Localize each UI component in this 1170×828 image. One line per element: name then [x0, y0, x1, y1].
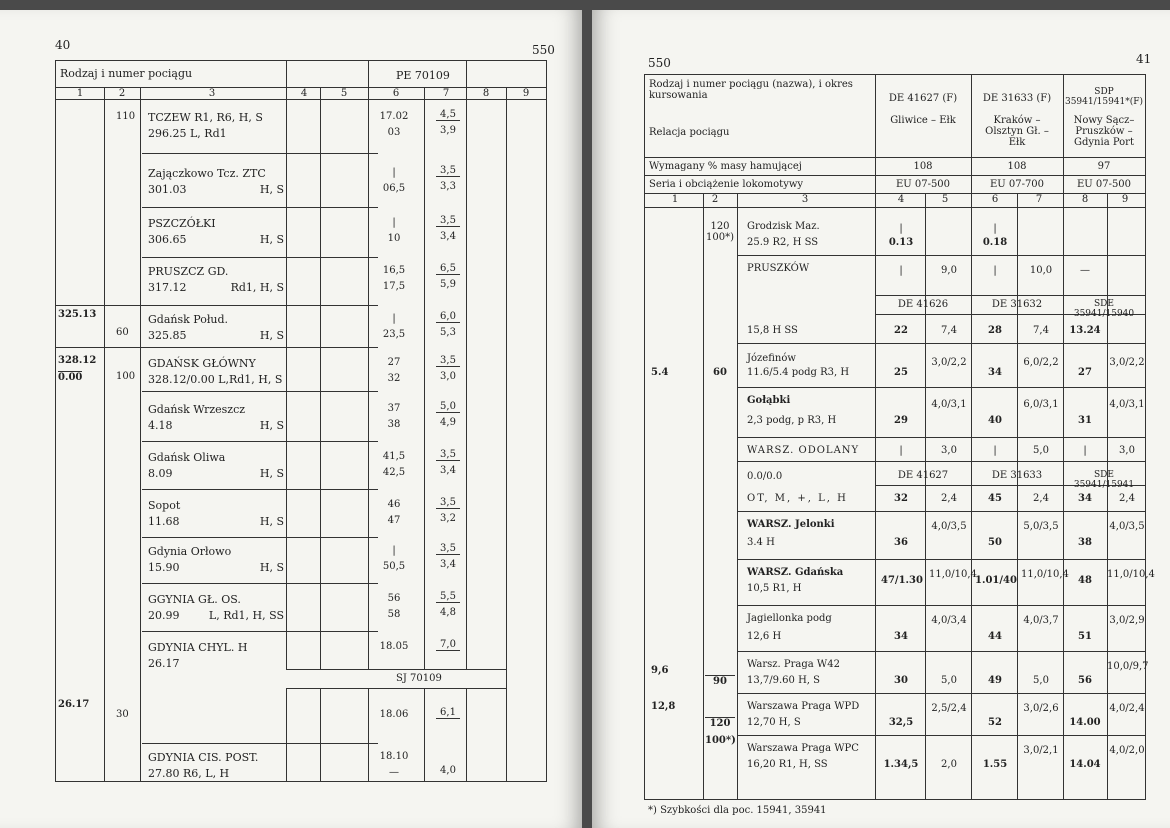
- table-row: [56, 585, 546, 633]
- speed: 120 100*): [706, 221, 734, 243]
- time-arr: |: [392, 313, 396, 324]
- cell: 5,0: [941, 675, 957, 686]
- cell: 0.13: [888, 237, 914, 248]
- cell: 28: [988, 325, 1002, 336]
- cell: 2,4: [1033, 493, 1049, 504]
- page-number: 40: [55, 38, 71, 52]
- col-5: 5: [941, 194, 949, 205]
- time-arr: 56: [387, 593, 401, 604]
- time-arr: |: [392, 167, 396, 178]
- station-name: Warszawa Praga WPC: [747, 743, 859, 754]
- station-name: WARSZ. Gdańska: [747, 567, 844, 578]
- cell: 25: [894, 367, 908, 378]
- train-1-name: DE 41627 (F): [888, 93, 958, 104]
- time-dep: 17,5: [382, 281, 406, 292]
- station-name: Warsz. Praga W42: [747, 659, 840, 670]
- table-row: [56, 491, 546, 539]
- station-km: 296.25 L, Rd1: [148, 127, 227, 140]
- time-arr: 17.02: [379, 111, 409, 122]
- col-4: 4: [897, 194, 905, 205]
- col-7: 7: [1035, 194, 1043, 205]
- station-name: Grodzisk Maz.: [747, 221, 820, 232]
- cell: 45: [988, 493, 1002, 504]
- station-km: 317.12: [148, 281, 187, 294]
- time-arr: 18.06: [379, 709, 409, 720]
- cell: 34: [894, 631, 908, 642]
- run-time: 3,5: [436, 215, 460, 227]
- cell: 4,0/3,1: [931, 399, 967, 410]
- col-9: 9: [522, 88, 530, 99]
- station-km: 10,5 R1, H: [747, 583, 802, 594]
- cell: 51: [1078, 631, 1092, 642]
- station-name: Gdynia Orłowo: [148, 545, 232, 558]
- station-name: 0.0/0.0: [747, 471, 783, 482]
- table-row: [56, 701, 546, 749]
- station-name: PRUSZCZ GD.: [148, 265, 229, 278]
- cell: |: [899, 265, 903, 276]
- time-dep: 58: [387, 609, 401, 620]
- cell: 47/1.30: [881, 575, 923, 586]
- station-flags: H, S: [259, 419, 284, 432]
- table-row: [56, 537, 546, 585]
- cell: 4,0/2,4: [1109, 703, 1145, 714]
- run-time: 3,5: [436, 543, 460, 555]
- cell: 10,0/9,7: [1107, 661, 1149, 672]
- run-time: 5,5: [436, 591, 460, 603]
- cell: 6,0/3,1: [1023, 399, 1059, 410]
- time-arr: 16,5: [382, 265, 406, 276]
- station-name: WARSZ. Jelonki: [747, 519, 835, 530]
- col-3: 3: [208, 88, 216, 99]
- col-8: 8: [482, 88, 490, 99]
- train-1-brake: 108: [913, 161, 933, 172]
- band-train: DE 31633: [991, 470, 1043, 481]
- station-km: 8.09: [148, 467, 173, 480]
- time-dep: —: [389, 767, 399, 778]
- km-mark: 9,6: [651, 665, 669, 676]
- station-km: 16,20 R1, H, SS: [747, 759, 828, 770]
- run-time: 6,5: [436, 263, 460, 275]
- cell: 38: [1078, 537, 1092, 548]
- cell: |: [899, 445, 903, 456]
- cell: 29: [894, 415, 908, 426]
- time-dep: 38: [387, 419, 401, 430]
- col-6: 6: [392, 88, 400, 99]
- cell: —: [1080, 265, 1090, 276]
- cell: 36: [894, 537, 908, 548]
- col-6: 6: [991, 194, 999, 205]
- footnote: *) Szybkości dla poc. 15941, 35941: [648, 805, 827, 816]
- speed: 100: [116, 371, 136, 382]
- time-arr: 18.05: [379, 641, 409, 652]
- time-arr: 41,5: [382, 451, 406, 462]
- cell: 4,0/2,0: [1109, 745, 1145, 756]
- station-flags: H, S: [259, 515, 284, 528]
- station-km: 12,6 H: [747, 631, 782, 642]
- cell: 44: [988, 631, 1002, 642]
- station-flags: L, Rd1, H, SS: [208, 609, 284, 622]
- brake-label: Wymagany % masy hamującej: [649, 161, 802, 172]
- station-name: GGYNIA GŁ. OS.: [148, 593, 241, 606]
- table-row: [56, 743, 546, 791]
- cell: 2,5/2,4: [931, 703, 967, 714]
- train-number: PE 70109: [396, 69, 450, 82]
- cell: 3,0: [1119, 445, 1135, 456]
- cell: 5,0: [1033, 445, 1049, 456]
- station-name: PSZCZÓŁKI: [148, 217, 216, 230]
- cell: 3,0/2,2: [1109, 357, 1145, 368]
- train-2-brake: 108: [1007, 161, 1027, 172]
- station-flags: Rd1, H, S: [230, 281, 284, 294]
- cell: 1.55: [982, 759, 1008, 770]
- table-row: [56, 257, 546, 305]
- station-flags: H, S: [259, 561, 284, 574]
- cell: 9,0: [941, 265, 957, 276]
- cell: 2,4: [1119, 493, 1135, 504]
- cell: 4,0/3,7: [1023, 615, 1059, 626]
- station-name: OT, M, +, L, H: [747, 493, 848, 504]
- run-time: 4,5: [436, 109, 460, 121]
- run-time-2: 3,4: [440, 231, 456, 242]
- col-9: 9: [1121, 194, 1129, 205]
- col-4: 4: [300, 88, 308, 99]
- run-time: 7,0: [436, 639, 460, 651]
- cell: 27: [1078, 367, 1092, 378]
- cell: 52: [988, 717, 1002, 728]
- band-train: SDE 35941/15941: [1073, 470, 1135, 490]
- km-mark: 328.12: [58, 355, 97, 366]
- station-km: 306.65: [148, 233, 187, 246]
- station-km: 27.80 R6, L, H: [148, 767, 230, 780]
- cell: 50: [988, 537, 1002, 548]
- time-arr: 18.10: [379, 751, 409, 762]
- station-name: GDYNIA CIS. POST.: [148, 751, 259, 764]
- time-dep: 03: [387, 127, 401, 138]
- station-name: Gołąbki: [747, 395, 791, 406]
- train-band: [875, 295, 1145, 319]
- run-time-2: 3,3: [440, 181, 456, 192]
- cell: 14.00: [1069, 717, 1101, 728]
- station-km: 12,70 H, S: [747, 717, 801, 728]
- cell: 3,0/2,2: [931, 357, 967, 368]
- station-km: 15.90: [148, 561, 180, 574]
- station-name: GDAŃSK GŁÓWNY: [148, 357, 256, 370]
- station-name: Józefinów: [747, 353, 796, 364]
- station-name: Gdańsk Połud.: [148, 313, 229, 326]
- cell: 7,4: [941, 325, 957, 336]
- run-time: 3,5: [436, 497, 460, 509]
- col-3: 3: [801, 194, 809, 205]
- run-time-2: 4,0: [440, 765, 456, 776]
- run-time: 3,5: [436, 449, 460, 461]
- run-time: 6,1: [436, 707, 460, 719]
- cell: 4,0/3,1: [1109, 399, 1145, 410]
- table-row: [56, 159, 546, 207]
- cell: 1.01/40: [975, 575, 1017, 586]
- cell: 4,0/3,4: [931, 615, 967, 626]
- cell: 40: [988, 415, 1002, 426]
- cell: 3,0/2,6: [1023, 703, 1059, 714]
- header-title: Rodzaj i numer pociągu: [60, 67, 193, 80]
- cell: 11,0/10,4: [929, 569, 977, 580]
- time-dep: 10: [387, 233, 401, 244]
- timetable-right: [644, 74, 1155, 800]
- cell: 2,0: [941, 759, 957, 770]
- right-page: [592, 10, 1170, 828]
- col-5: 5: [340, 88, 348, 99]
- cell: |: [993, 445, 997, 456]
- station-km: 301.03: [148, 183, 187, 196]
- band-train: DE 41626: [897, 299, 949, 310]
- cell: 10,0: [1029, 265, 1053, 276]
- band-train: SDE 35941/15940: [1073, 299, 1135, 319]
- cell: 13.24: [1069, 325, 1101, 336]
- run-time-2: 3,0: [440, 371, 456, 382]
- cell: 56: [1078, 675, 1092, 686]
- col-1: 1: [671, 194, 679, 205]
- cell: |: [993, 265, 997, 276]
- relation-label: Relacja pociągu: [649, 127, 730, 138]
- loco-label: Seria i obciążenie lokomotywy: [649, 179, 804, 190]
- train-3-brake: 97: [1097, 161, 1111, 172]
- station-name: Gdańsk Wrzeszcz: [148, 403, 246, 416]
- cell: 5,0: [1033, 675, 1049, 686]
- run-time-2: 4,9: [440, 417, 456, 428]
- station-name: Zajączkowo Tcz. ZTC: [148, 167, 266, 180]
- station-km: 11.6/5.4 podg R3, H: [747, 367, 850, 378]
- station-flags: H, S: [259, 183, 284, 196]
- cell: 22: [894, 325, 908, 336]
- sub-train-band: [286, 669, 506, 689]
- station-km: 325.85: [148, 329, 187, 342]
- table-row: [56, 305, 546, 353]
- cell: 34: [1078, 493, 1092, 504]
- cell: |: [899, 223, 903, 234]
- cell: 3,0/2,1: [1023, 745, 1059, 756]
- station-name: Warszawa Praga WPD: [747, 701, 860, 712]
- cell: 3,0: [941, 445, 957, 456]
- train-3-relation: Nowy Sącz– Pruszków – Gdynia Port: [1073, 115, 1135, 148]
- station-name: Gdańsk Oliwa: [148, 451, 226, 464]
- cell: 0.18: [982, 237, 1008, 248]
- col-2: 2: [118, 88, 126, 99]
- cell: 4,0/3,5: [1109, 521, 1145, 532]
- speed: 60: [116, 327, 129, 338]
- cell: 3,0/2,9: [1109, 615, 1145, 626]
- run-time: 5,0: [436, 401, 460, 413]
- time-arr: 46: [387, 499, 401, 510]
- station-name: 15,8 H SS: [747, 325, 798, 336]
- km-mark: 12,8: [651, 701, 676, 712]
- cell: 34: [988, 367, 1002, 378]
- train-3-loco: EU 07-500: [1076, 179, 1132, 190]
- cell: 7,4: [1033, 325, 1049, 336]
- cell: 2,4: [941, 493, 957, 504]
- speed: 90: [705, 675, 735, 687]
- station-km: 328.12/0.00 L,Rd1, H, S: [148, 373, 283, 386]
- station-km: 3.4 H: [747, 537, 775, 548]
- speed: 120: [705, 717, 735, 729]
- station-name: WARSZ. ODOLANY: [747, 445, 860, 456]
- timetable-left: [55, 60, 547, 782]
- time-arr: 37: [387, 403, 401, 414]
- station-name: GDYNIA CHYL. H: [148, 641, 248, 654]
- cell: 11,0/10,4: [1021, 569, 1069, 580]
- station-km: 4.18: [148, 419, 173, 432]
- train-2-name: DE 31633 (F): [982, 93, 1052, 104]
- station-name: PRUSZKÓW: [747, 263, 810, 274]
- cell: |: [1083, 445, 1087, 456]
- cell: 1.34,5: [883, 759, 919, 770]
- sub-train-number: SJ 70109: [396, 673, 442, 684]
- station-flags: H, S: [259, 467, 284, 480]
- train-3-name: SDP 35941/15941*(F): [1064, 87, 1144, 107]
- cell: 49: [988, 675, 1002, 686]
- cell: |: [993, 223, 997, 234]
- cell: 48: [1078, 575, 1092, 586]
- table-row: [56, 209, 546, 257]
- station-name: TCZEW R1, R6, H, S: [148, 111, 263, 124]
- station-name: Sopot: [148, 499, 181, 512]
- band-train: DE 41627: [897, 470, 949, 481]
- speed: 110: [116, 111, 136, 122]
- run-time: 6,0: [436, 311, 460, 323]
- cell: 6,0/2,2: [1023, 357, 1059, 368]
- run-time-2: 3,9: [440, 125, 456, 136]
- train-2-relation: Kraków – Olsztyn Gł. – Ełk: [985, 115, 1049, 148]
- cell: 32,5: [888, 717, 914, 728]
- col-2: 2: [711, 194, 719, 205]
- time-dep: 23,5: [382, 329, 406, 340]
- run-time-2: 3,4: [440, 465, 456, 476]
- cell: 14.04: [1069, 759, 1101, 770]
- route-number: 550: [648, 56, 671, 70]
- cell: 30: [894, 675, 908, 686]
- speed-note: 100*): [705, 735, 736, 746]
- station-km: 13,7/9.60 H, S: [747, 675, 821, 686]
- cell: 5,0/3,5: [1023, 521, 1059, 532]
- station-km: 20.99: [148, 609, 180, 622]
- col-1: 1: [76, 88, 84, 99]
- left-page: [0, 10, 582, 828]
- col-7: 7: [442, 88, 450, 99]
- run-time-2: 5,9: [440, 279, 456, 290]
- time-dep: 06,5: [382, 183, 406, 194]
- time-dep: 42,5: [382, 467, 406, 478]
- run-time-2: 3,2: [440, 513, 456, 524]
- table-row: [56, 103, 546, 151]
- station-flags: H, S: [259, 329, 284, 342]
- station-km: 26.17: [148, 657, 180, 670]
- station-name: Jagiellonka podg: [747, 613, 832, 624]
- station-km: 2,3 podg, p R3, H: [747, 415, 837, 426]
- cell: 11,0/10,4: [1107, 569, 1155, 580]
- page-number: 41: [1136, 52, 1152, 66]
- train-1-loco: EU 07-500: [895, 179, 951, 190]
- route-number: 550: [532, 43, 555, 57]
- run-time-2: 5,3: [440, 327, 456, 338]
- train-1-relation: Gliwice – Ełk: [890, 115, 956, 126]
- cell: 4,0/3,5: [931, 521, 967, 532]
- train-2-loco: EU 07-700: [989, 179, 1045, 190]
- time-dep: 50,5: [382, 561, 406, 572]
- train-band: [875, 467, 1145, 490]
- table-row: [56, 395, 546, 443]
- time-arr: 27: [387, 357, 401, 368]
- km-mark: 26.17: [58, 699, 90, 710]
- time-arr: |: [392, 217, 396, 228]
- speed: 60: [713, 367, 727, 378]
- km-mark: 325.13: [58, 309, 97, 320]
- table-row: [56, 443, 546, 491]
- run-time-2: 4,8: [440, 607, 456, 618]
- time-arr: |: [392, 545, 396, 556]
- station-km: 11.68: [148, 515, 180, 528]
- cell: 31: [1078, 415, 1092, 426]
- speed: 30: [116, 709, 129, 720]
- run-time: 3,5: [436, 355, 460, 367]
- time-dep: 47: [387, 515, 401, 526]
- time-dep: 32: [387, 373, 401, 384]
- km-mark: 5.4: [651, 367, 669, 378]
- km-mark: 0.00: [58, 372, 83, 383]
- station-km: 25.9 R2, H SS: [747, 237, 819, 248]
- run-time: 3,5: [436, 165, 460, 177]
- station-flags: H, S: [259, 233, 284, 246]
- train-type-label: Rodzaj i numer pociągu (nazwa), i okres kursowania: [649, 79, 853, 101]
- col-8: 8: [1081, 194, 1089, 205]
- band-train: DE 31632: [991, 299, 1043, 310]
- table-row: [56, 349, 546, 397]
- cell: 32: [894, 493, 908, 504]
- run-time-2: 3,4: [440, 559, 456, 570]
